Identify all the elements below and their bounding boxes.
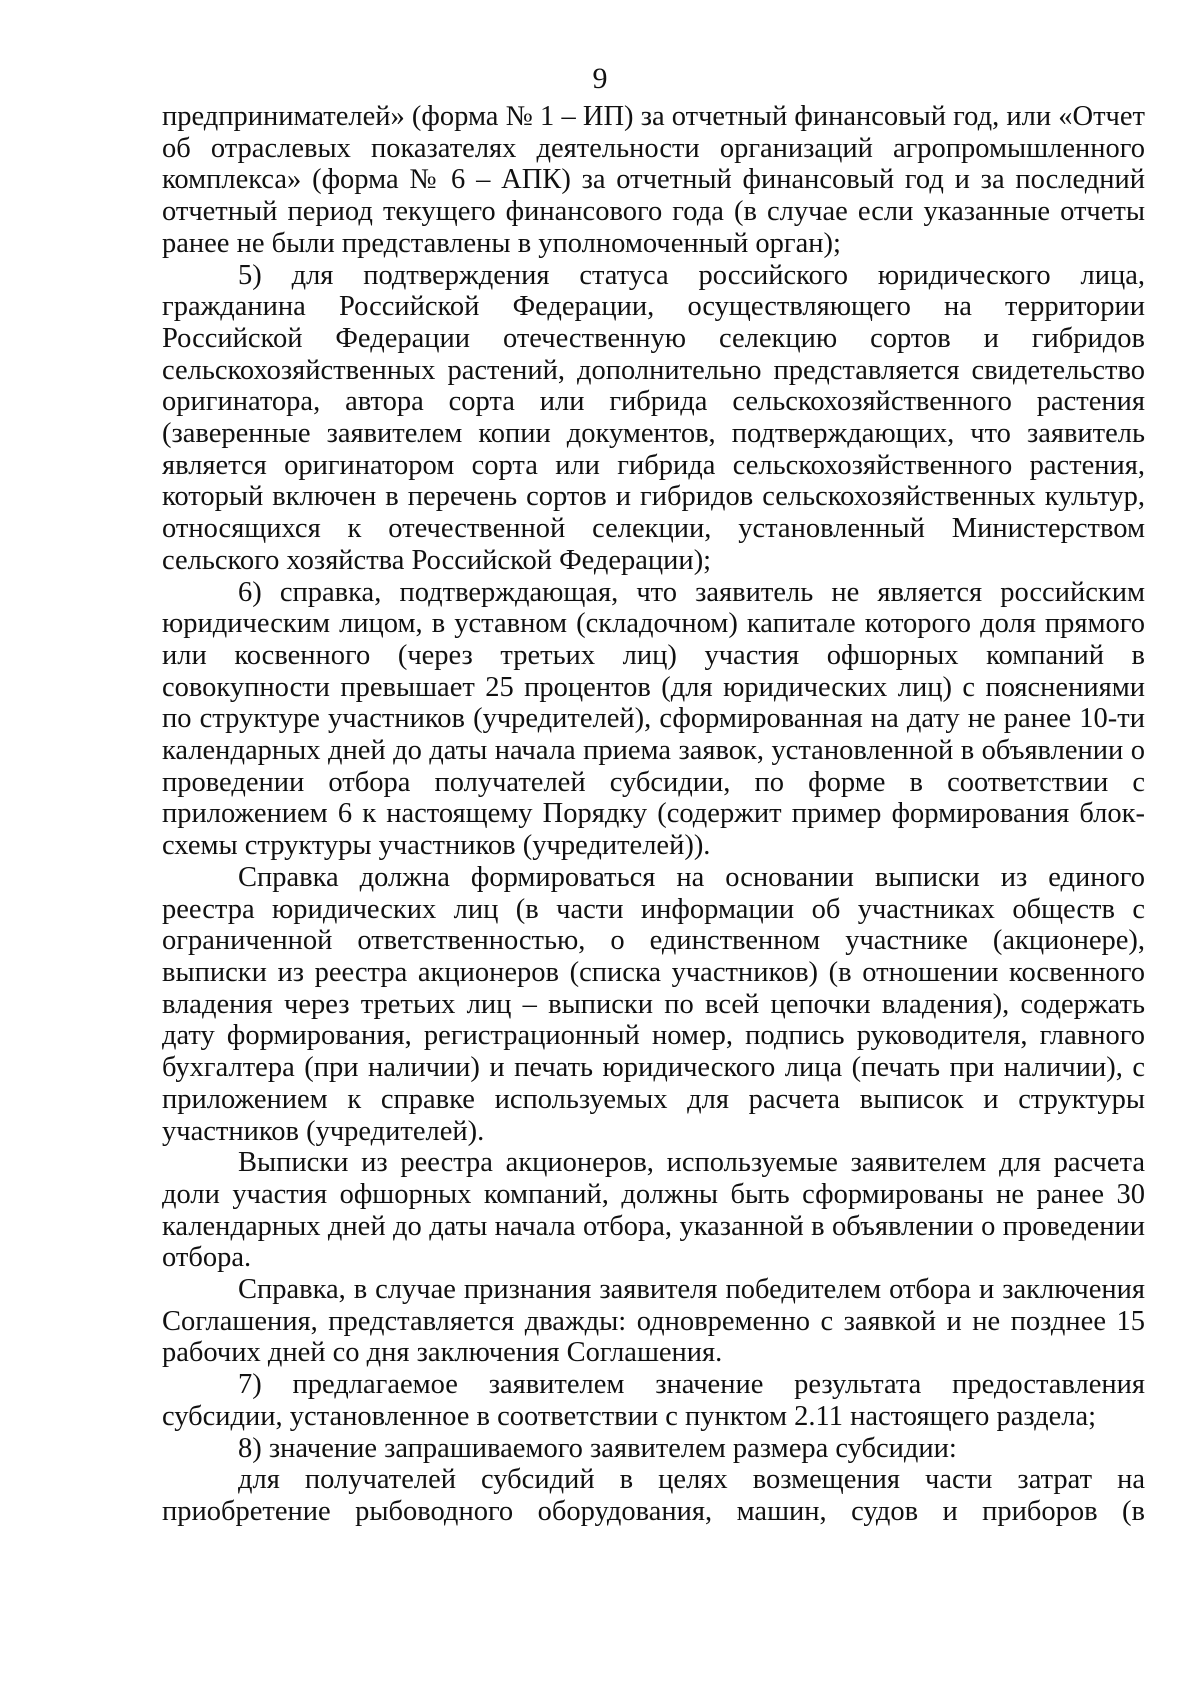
paragraph-shareholder-extracts: Выписки из реестра акционеров, используемые заявителем для расчета доли участия офшорных компаний, должны быть сформированы не ранее 30 календарных дней до даты начала отбора, указанной в объявлении о проведении отбора. xyxy=(162,1147,1145,1274)
paragraph-item-6: 6) справка, подтверждающая, что заявитель не является российским юридическим лицом, в уставном (складочном) капитале которого доля прямого или косвенного (через третьих лиц) участия офшорных компаний в совокупности превышает 25 процентов (для юридических лиц) с пояснениями по структуре участников (учредителей), сформированная на дату не ранее 10-ти календарных дней до даты начала приема заявок, установленной в объявлении о проведении отбора получателей субсидии, по форме в соответствии с приложением 6 к настоящему Порядку (содержит пример формирования блок-схемы структуры участников (учредителей)). xyxy=(162,576,1145,862)
paragraph-certificate-submission: Справка, в случае признания заявителя победителем отбора и заключения Соглашения, представляется дважды: одновременно с заявкой и не позднее 15 рабочих дней со дня заключения Соглашения. xyxy=(162,1274,1145,1369)
paragraph-item-8: 8) значение запрашиваемого заявителем размера субсидии: xyxy=(238,1432,957,1464)
paragraph-continuation: предпринимателей» (форма № 1 – ИП) за отчетный финансовый год, или «Отчет об отраслевых показателях деятельности организаций агропромышленного комплекса» (форма № 6 – АПК) за отчетный финансовый год и за последний отчетный период текущего финансового года (в случае если указанные отчеты ранее не были представлены в уполномоченный орган); xyxy=(162,101,1145,259)
paragraph-certificate-requirements: Справка должна формироваться на основании выписки из единого реестра юридических лиц (в части информации об участниках обществ с ограниченной ответственностью, о единственном участнике (акционере), выписки из реестра акционеров (списка участников) (в отношении косвенного владения через третьих лиц – выписки по всей цепочки владения), содержать дату формирования, регистрационный номер, подпись руководителя, главного бухгалтера (при наличии) и печать юридического лица (печать при наличии), с приложением к справке используемых для расчета выписок и структуры участников (учредителей). xyxy=(162,861,1145,1147)
document-body xyxy=(162,101,1145,1528)
paragraph-item-7: 7) предлагаемое заявителем значение результата предоставления субсидии, установленное в соответствии с пунктом 2.11 настоящего раздела; xyxy=(162,1369,1145,1432)
page-number: 9 xyxy=(592,62,608,95)
paragraph-subsidy-recipients: для получателей субсидий в целях возмещения части затрат на приобретение рыбоводного оборудования, машин, судов и приборов (в xyxy=(162,1464,1145,1527)
paragraph-item-5: 5) для подтверждения статуса российского юридического лица, гражданина Российской Федерации, осуществляющего на территории Российской Федерации отечественную селекцию сортов и гибридов сельскохозяйственных растений, дополнительно представляется свидетельство оригинатора, автора сорта или гибрида сельскохозяйственного растения (заверенные заявителем копии документов, подтверждающих, что заявитель является оригинатором сорта или гибрида сельскохозяйственного растения, который включен в перечень сортов и гибридов сельскохозяйственных культур, относящихся к отечественной селекции, установленный Министерством сельского хозяйства Российской Федерации); xyxy=(162,259,1145,576)
